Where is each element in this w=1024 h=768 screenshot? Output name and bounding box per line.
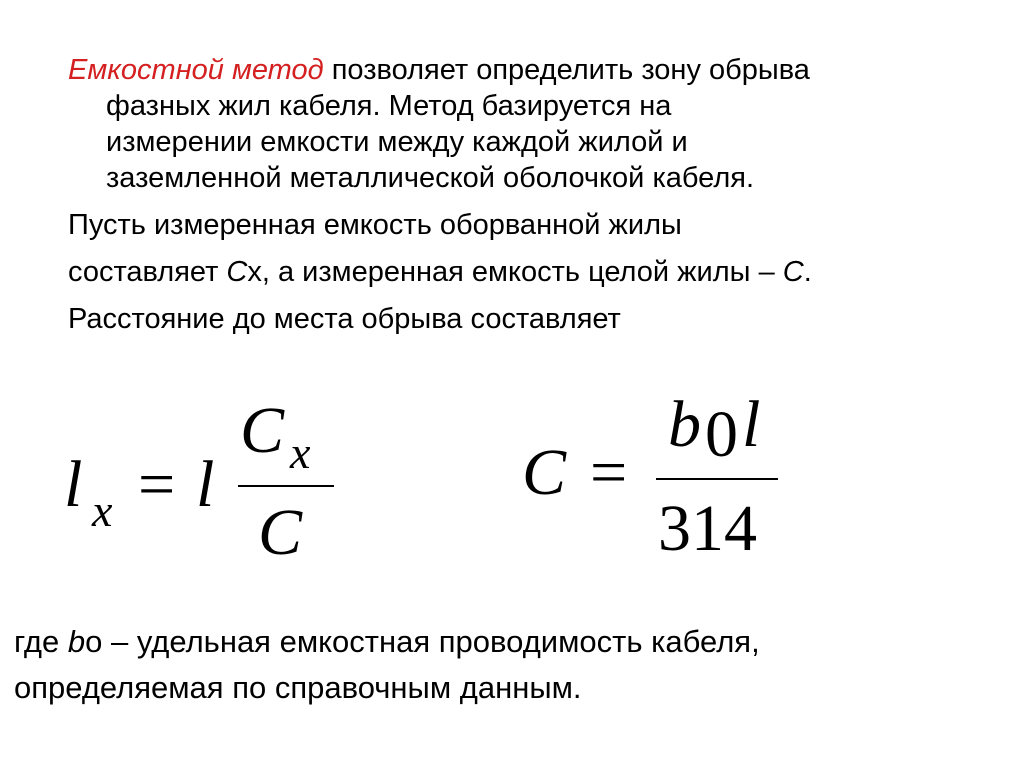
formula2-num-sub: 0 — [705, 398, 738, 471]
formula2-den: 314 — [658, 492, 757, 565]
cx-symbol-c: C — [226, 256, 248, 288]
formula1-l-sub: x — [92, 485, 113, 536]
intro-line-1 — [68, 52, 810, 88]
para-line-2-end: . — [803, 256, 812, 288]
cx-symbol-x: x — [247, 256, 262, 288]
formula2-num-l: l — [742, 388, 761, 461]
method-term: Емкостной метод — [68, 54, 324, 86]
formula2-num-b: b — [668, 388, 701, 461]
formula1-num-c: C — [240, 394, 285, 467]
c-symbol: C — [782, 256, 804, 288]
intro-line-4: заземленной металлической оболочкой кабеля. — [106, 162, 755, 194]
intro-line-2: фазных жил кабеля. Метод базируется на — [106, 90, 672, 122]
formula1-coef: l — [196, 448, 215, 521]
para-line-2-a: составляет — [68, 256, 227, 288]
footer-line-1 — [14, 620, 760, 664]
formula1-fraction-bar — [238, 485, 334, 487]
formula2-lhs: C — [522, 436, 567, 509]
footer-b-symbol: b — [67, 624, 86, 659]
intro-line-3: измерении емкости между каждой жилой и — [106, 126, 688, 158]
formula1-den: C — [258, 496, 303, 569]
intro-line-1-rest: позволяет определить зону обрыва — [323, 54, 810, 86]
para-line-1: Пусть измеренная емкость оборванной жилы — [68, 209, 682, 241]
para-line-2-b: , а измеренная емкость целой жилы – — [261, 256, 783, 288]
footer-line-2: определяемая по справочным данным. — [14, 670, 582, 705]
formula1-l: l — [64, 448, 83, 521]
para-line-3: Расстояние до места обрыва составляет — [68, 303, 621, 335]
para-line-2 — [68, 254, 812, 290]
footer-line-1-c: о – удельная емкостная проводимость кабеля, — [85, 624, 760, 659]
formula2-fraction-bar — [656, 478, 778, 480]
formula2-equals: = — [590, 436, 628, 509]
footer-line-1-a: где — [14, 624, 68, 659]
formula1-equals: = — [138, 448, 176, 521]
formula1-num-sub: x — [290, 427, 311, 478]
